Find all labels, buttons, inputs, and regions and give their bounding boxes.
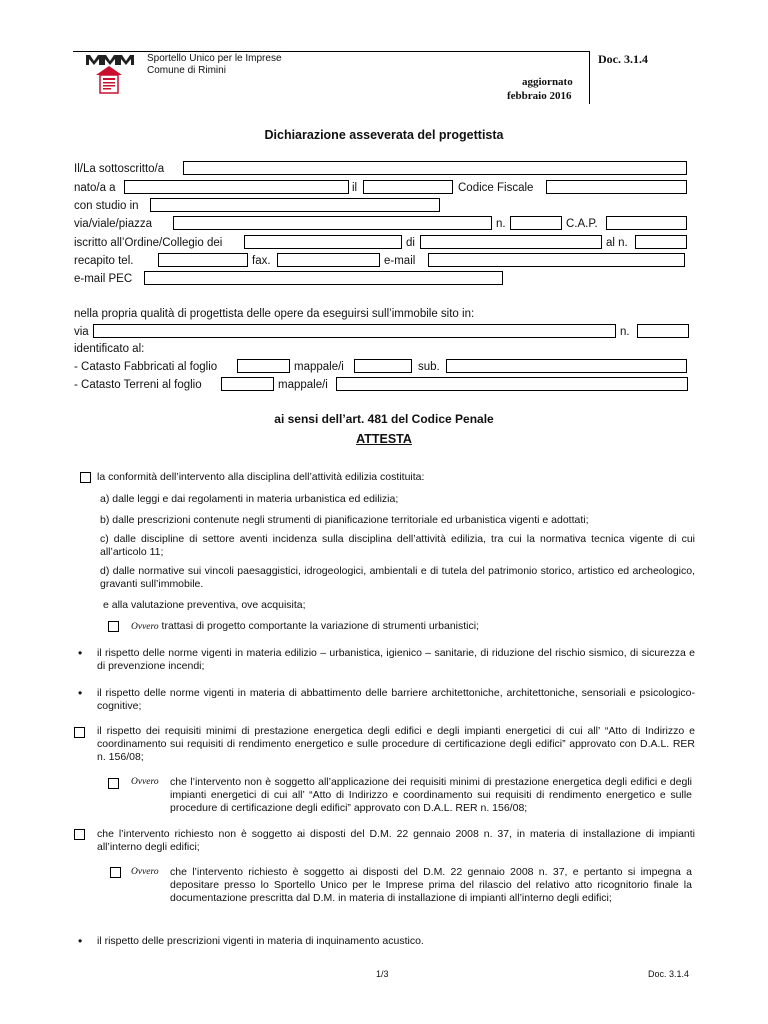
item-b: b) dalle prescrizioni contenute negli strumenti di pianificazione territoriale ed urbanistica vigenti e adottati; (100, 514, 589, 526)
checkbox-ovvero-1[interactable] (108, 621, 119, 632)
office-name: Sportello Unico per le Imprese (147, 53, 282, 64)
label-tax-code: Codice Fiscale (458, 182, 534, 194)
sub-field[interactable] (446, 359, 687, 373)
municipality-name: Comune di Rimini (147, 65, 226, 76)
label-sub: sub. (418, 361, 440, 373)
label-cap: C.A.P. (566, 218, 598, 230)
page-title: Dichiarazione asseverata del progettista (264, 128, 504, 142)
label-fabbricati: - Catasto Fabbricati al foglio (74, 361, 218, 373)
terreni-mappale-field[interactable] (336, 377, 688, 391)
dm-alt-text: che l’intervento richiesto è soggetto ai disposti del D.M. 22 gennaio 2008 n. 37, e pertanto si impegna a depositare presso lo Sportello Unico per le Imprese prima del rilascio del relativo atto ricognitorio finale la documentazione prescritta dal D.M. in materia di installazione di impianti all’interno degli edifici; (170, 866, 692, 904)
ovvero-1 (131, 620, 691, 634)
footer-doc-code: Doc. 3.1.4 (648, 969, 690, 979)
energy-alt-ovvero: Ovvero (131, 777, 159, 787)
fabbricati-mappale-field[interactable] (354, 359, 412, 373)
pec-field[interactable] (144, 271, 503, 285)
label-street: via/viale/piazza (74, 218, 152, 230)
checkbox-energy-alt[interactable] (108, 778, 119, 789)
label-fax: fax. (252, 255, 271, 267)
doc-code: Doc. 3.1.4 (598, 52, 648, 66)
label-undersigned: Il/La sottoscritto/a (74, 163, 165, 175)
cap-field[interactable] (606, 216, 687, 230)
studio-field[interactable] (150, 198, 440, 212)
number-field[interactable] (510, 216, 562, 230)
bullet-3-icon: • (78, 934, 83, 948)
label-property-number: n. (620, 326, 630, 338)
label-pec: e-mail PEC (74, 273, 133, 285)
item-d: d) dalle normative sui vincoli paesaggistici, idrogeologici, ambientali e di tutela del patrimonio storico, artistico ed archeologico, gravanti sull’immobile. (100, 565, 695, 590)
label-terreni: - Catasto Terreni al foglio (74, 379, 202, 391)
item-c: c) dalle discipline di settore aventi incidenza sulla disciplina dell’attività edilizia, tra cui la normativa tecnica vigente di cui all’articolo 11; (100, 533, 695, 558)
page-number: 1/3 (376, 969, 389, 979)
energy-alt-text: che l’intervento non è soggetto all’applicazione dei requisiti minimi di prestazione energetica degli edifici e degli impianti energetici di cui all’ “Atto di Indirizzo e coordinamento sui requisiti di rendimento energetico e sulle procedure di certificazione degli edifici” approvato con D.A.L. RER n. 156/08; (170, 776, 692, 814)
label-of: di (406, 237, 415, 249)
label-property-via: via (74, 326, 89, 338)
legal-reference: ai sensi dell’art. 481 del Codice Penale (274, 412, 494, 426)
checkbox-energy[interactable] (74, 727, 85, 738)
order-city-field[interactable] (420, 235, 602, 249)
undersigned-field[interactable] (183, 161, 687, 175)
dm-text: che l’intervento richiesto non è soggetto ai disposti del D.M. 22 gennaio 2008 n. 37, in materia di installazione di impianti all’interno degli edifici; (97, 828, 695, 853)
property-number-field[interactable] (637, 324, 689, 338)
label-on: il (352, 182, 358, 194)
ovvero-1-text: trattasi di progetto comportante la variazione di strumenti urbanistici; (161, 620, 480, 632)
bullet-1-icon: • (78, 646, 83, 660)
terreni-sheet-field[interactable] (221, 377, 274, 391)
energy-text: il rispetto dei requisiti minimi di prestazione energetica degli edifici e degli impianti energetici di cui all’ “Atto di Indirizzo e coordinamento sui requisiti di rendimento energetico e sulle procedure di certificazione degli edifici” approvato con D.A.L. RER n. 156/08; (97, 725, 695, 763)
property-street-field[interactable] (93, 324, 616, 338)
registration-number-field[interactable] (635, 235, 687, 249)
acoustic-text: il rispetto delle prescrizioni vigenti in materia di inquinamento acustico. (97, 935, 424, 947)
email-field[interactable] (428, 253, 685, 267)
label-identified: identificato al: (74, 343, 145, 355)
label-email: e-mail (384, 255, 416, 267)
conformity-text: la conformità dell’intervento alla disciplina dell’attività edilizia costituita: (97, 471, 425, 483)
label-mappale: mappale/i (294, 361, 344, 373)
label-mappale2: mappale/i (278, 379, 328, 391)
updated-label: aggiornato (522, 76, 573, 88)
bullet-2-text: il rispetto delle norme vigenti in materia di abbattimento delle barriere architettoniche, architettoniche, sensoriali e psicologico-cognitive; (97, 687, 695, 712)
tax-code-field[interactable] (546, 180, 687, 194)
logo-icon (84, 53, 134, 97)
property-intro: nella propria qualità di progettista delle opere da eseguirsi sull’immobile sito in: (74, 308, 475, 320)
label-phone: recapito tel. (74, 255, 134, 267)
label-at-n: al n. (606, 237, 628, 249)
fax-field[interactable] (277, 253, 380, 267)
street-field[interactable] (173, 216, 492, 230)
label-number: n. (496, 218, 506, 230)
label-born-in: nato/a a (74, 182, 116, 194)
checkbox-dm-alt[interactable] (110, 867, 121, 878)
item-a: a) dalle leggi e dai regolamenti in materia urbanistica ed edilizia; (100, 493, 399, 505)
label-studio: con studio in (74, 200, 139, 212)
phone-field[interactable] (158, 253, 248, 267)
birthdate-field[interactable] (363, 180, 453, 194)
order-field[interactable] (244, 235, 402, 249)
bullet-1-text: il rispetto delle norme vigenti in materia edilizio – urbanistica, igienico – sanitarie, di riduzione del rischio sismico, di sicurezza e di prevenzione incendi; (97, 647, 695, 672)
dm-alt-ovvero: Ovvero (131, 867, 159, 877)
bullet-2-icon: • (78, 686, 83, 700)
fabbricati-sheet-field[interactable] (237, 359, 290, 373)
ovvero-label: Ovvero (131, 622, 159, 632)
attesta-heading: ATTESTA (356, 432, 412, 446)
item-preventive: e alla valutazione preventiva, ove acquisita; (103, 599, 306, 611)
checkbox-conformity[interactable] (80, 472, 91, 483)
updated-date: febbraio 2016 (507, 90, 572, 102)
checkbox-dm[interactable] (74, 829, 85, 840)
birthplace-field[interactable] (124, 180, 349, 194)
label-registered: iscritto all’Ordine/Collegio dei (74, 237, 223, 249)
